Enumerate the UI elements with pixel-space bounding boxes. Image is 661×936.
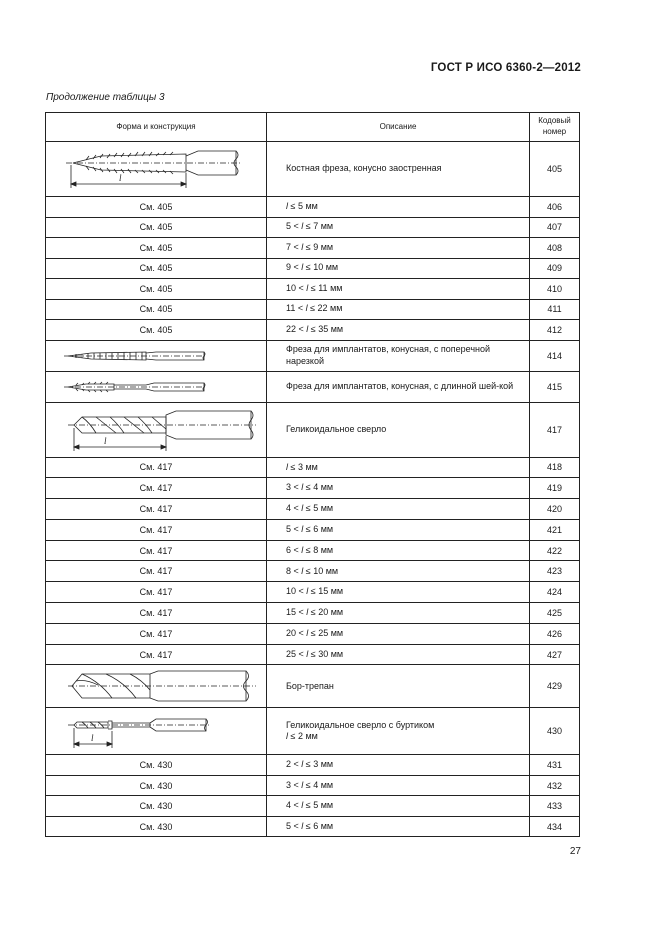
length-symbol: l xyxy=(306,627,309,638)
desc-range: ≤ 25 мм xyxy=(308,627,344,638)
form-cell: См. 417 xyxy=(46,540,267,561)
drawing-cell xyxy=(46,665,267,708)
drawing-cell xyxy=(46,402,267,457)
desc-range: ≤ 5 мм xyxy=(288,200,318,211)
code-cell: 406 xyxy=(530,197,580,218)
desc-range: ≤ 4 мм xyxy=(303,482,334,493)
table-row xyxy=(46,561,580,582)
desc-range: ≤ 3 мм xyxy=(288,461,318,472)
form-cell: См. 405 xyxy=(46,258,267,279)
code-cell: 410 xyxy=(530,279,580,300)
form-cell: См. 405 xyxy=(46,279,267,300)
code-cell: 418 xyxy=(530,457,580,478)
description-cell xyxy=(267,320,530,341)
description-cell xyxy=(267,755,530,776)
page-number: 27 xyxy=(569,846,581,857)
desc-prefix: 25 < xyxy=(286,648,307,659)
description-cell xyxy=(267,238,530,259)
table-row xyxy=(46,582,580,603)
length-symbol: l xyxy=(301,241,304,252)
desc-range: ≤ 10 мм xyxy=(303,565,339,576)
length-symbol: l xyxy=(301,800,304,811)
code-cell: 431 xyxy=(530,755,580,776)
length-symbol: l xyxy=(306,607,309,618)
table-row xyxy=(46,708,580,755)
desc-prefix: 4 < xyxy=(286,503,302,514)
form-cell: См. 417 xyxy=(46,499,267,520)
code-cell: 408 xyxy=(530,238,580,259)
description-text: Геликоидальное сверло с буртиком xyxy=(286,719,435,730)
length-symbol: l xyxy=(306,323,309,334)
table-row xyxy=(46,457,580,478)
length-symbol: l xyxy=(306,648,309,659)
desc-prefix: 22 < xyxy=(286,323,307,334)
header-form: Форма и конструкция xyxy=(46,113,267,142)
description-cell xyxy=(267,299,530,320)
description-cell xyxy=(267,708,530,755)
length-symbol: l xyxy=(301,759,304,770)
form-cell: См. 430 xyxy=(46,775,267,796)
code-cell: 407 xyxy=(530,217,580,238)
code-cell: 414 xyxy=(530,340,580,371)
desc-prefix: 3 < xyxy=(286,779,302,790)
twist-drill-collar-drawing xyxy=(46,708,266,754)
table-row xyxy=(46,499,580,520)
table-row xyxy=(46,623,580,644)
table-row xyxy=(46,217,580,238)
description-cell xyxy=(267,644,530,665)
desc-prefix: 7 < xyxy=(286,241,302,252)
desc-prefix: 6 < xyxy=(286,544,302,555)
form-cell: См. 417 xyxy=(46,582,267,603)
table xyxy=(45,112,580,837)
code-cell: 409 xyxy=(530,258,580,279)
form-cell: См. 430 xyxy=(46,796,267,817)
length-symbol: l xyxy=(301,221,304,232)
drawing-cell xyxy=(46,340,267,371)
desc-prefix: 5 < xyxy=(286,523,302,534)
drawing-cell xyxy=(46,708,267,755)
description-cell xyxy=(267,582,530,603)
table-row xyxy=(46,816,580,837)
length-symbol: l xyxy=(301,523,304,534)
header-code xyxy=(530,113,580,142)
desc-range: ≤ 5 мм xyxy=(303,800,334,811)
code-cell: 420 xyxy=(530,499,580,520)
description-cell xyxy=(267,279,530,300)
length-symbol: l xyxy=(301,262,304,273)
table-header-row xyxy=(46,113,580,142)
desc-prefix: 10 < xyxy=(286,282,307,293)
form-cell: См. 417 xyxy=(46,561,267,582)
form-cell: См. 405 xyxy=(46,320,267,341)
table-row xyxy=(46,478,580,499)
trephine-bur-drawing xyxy=(46,665,266,707)
code-cell: 421 xyxy=(530,519,580,540)
desc-prefix: 5 < xyxy=(286,221,302,232)
table-row xyxy=(46,402,580,457)
table-row xyxy=(46,603,580,624)
table-row xyxy=(46,665,580,708)
code-cell: 430 xyxy=(530,708,580,755)
code-cell: 432 xyxy=(530,775,580,796)
table-row xyxy=(46,644,580,665)
desc-range: ≤ 22 мм xyxy=(307,303,343,314)
form-cell: См. 417 xyxy=(46,623,267,644)
length-symbol: l xyxy=(301,482,304,493)
form-cell: См. 430 xyxy=(46,816,267,837)
form-cell: См. 405 xyxy=(46,299,267,320)
table-row xyxy=(46,340,580,371)
form-cell: См. 405 xyxy=(46,197,267,218)
code-cell: 427 xyxy=(530,644,580,665)
length-symbol: l xyxy=(301,565,304,576)
description-cell: Геликоидальное сверло xyxy=(267,402,530,457)
desc-prefix: 20 < xyxy=(286,627,307,638)
code-cell: 419 xyxy=(530,478,580,499)
desc-range: ≤ 15 мм xyxy=(308,586,344,597)
desc-prefix: 10 < xyxy=(286,586,307,597)
desc-range: ≤ 6 мм xyxy=(303,523,334,534)
table-row xyxy=(46,371,580,402)
description-cell xyxy=(267,623,530,644)
description-cell xyxy=(267,258,530,279)
code-cell: 425 xyxy=(530,603,580,624)
length-symbol: l xyxy=(301,544,304,555)
desc-range: ≤ 11 мм xyxy=(308,282,343,293)
desc-range: ≤ 4 мм xyxy=(303,779,334,790)
description-cell xyxy=(267,519,530,540)
description-cell xyxy=(267,816,530,837)
form-cell: См. 405 xyxy=(46,217,267,238)
form-cell: См. 417 xyxy=(46,519,267,540)
drawing-cell xyxy=(46,371,267,402)
description-cell xyxy=(267,197,530,218)
twist-drill-drawing xyxy=(46,403,266,457)
form-cell: См. 405 xyxy=(46,238,267,259)
description-cell xyxy=(267,499,530,520)
form-cell: См. 417 xyxy=(46,603,267,624)
table-row xyxy=(46,519,580,540)
header-code-line2: номер xyxy=(542,127,567,136)
implant-cutter-long-neck-drawing xyxy=(46,372,266,402)
description-cell xyxy=(267,561,530,582)
desc-prefix: 15 < xyxy=(286,607,307,618)
description-cell xyxy=(267,217,530,238)
length-symbol: l xyxy=(306,586,309,597)
length-symbol: l xyxy=(305,303,308,314)
desc-prefix: 8 < xyxy=(286,565,302,576)
code-cell: 422 xyxy=(530,540,580,561)
length-symbol: l xyxy=(286,731,288,742)
form-cell: См. 417 xyxy=(46,457,267,478)
desc-prefix: 9 < xyxy=(286,262,302,273)
desc-range: ≤ 35 мм xyxy=(308,323,344,334)
code-cell: 433 xyxy=(530,796,580,817)
code-cell: 411 xyxy=(530,299,580,320)
desc-range: ≤ 3 мм xyxy=(303,759,334,770)
table-row xyxy=(46,197,580,218)
code-cell: 417 xyxy=(530,402,580,457)
code-cell: 405 xyxy=(530,142,580,197)
dimension-label-l: l xyxy=(104,435,107,446)
bone-cutter-drawing xyxy=(46,142,266,196)
table-row xyxy=(46,258,580,279)
desc-range: ≤ 8 мм xyxy=(303,544,334,555)
table-row xyxy=(46,540,580,561)
table-row xyxy=(46,320,580,341)
description-cell: Бор-трепан xyxy=(267,665,530,708)
implant-cutter-drawing xyxy=(46,341,266,371)
code-cell: 424 xyxy=(530,582,580,603)
description-cell: Фреза для имплантатов, конусная, с поперечной нарезкой xyxy=(267,340,530,371)
description-cell xyxy=(267,796,530,817)
header-description: Описание xyxy=(267,113,530,142)
desc-range: ≤ 10 мм xyxy=(303,262,339,273)
desc-prefix: 3 < xyxy=(286,482,302,493)
desc-prefix: 11 < xyxy=(286,303,306,314)
desc-range: ≤ 20 мм xyxy=(308,607,344,618)
drawing-cell xyxy=(46,142,267,197)
code-cell: 412 xyxy=(530,320,580,341)
length-symbol: l xyxy=(301,820,304,831)
table-row xyxy=(46,142,580,197)
length-symbol: l xyxy=(286,461,288,472)
length-symbol: l xyxy=(286,200,288,211)
code-cell: 434 xyxy=(530,816,580,837)
dimension-label-l: l xyxy=(119,173,122,183)
description-cell xyxy=(267,775,530,796)
desc-prefix: 4 < xyxy=(286,800,302,811)
code-cell: 429 xyxy=(530,665,580,708)
desc-range: ≤ 30 мм xyxy=(308,648,344,659)
form-cell: См. 417 xyxy=(46,644,267,665)
table-row xyxy=(46,299,580,320)
table-row xyxy=(46,238,580,259)
table-row xyxy=(46,755,580,776)
desc-prefix: 2 < xyxy=(286,759,302,770)
table-caption: Продолжение таблицы 3 xyxy=(46,92,165,103)
dimension-label-l: l xyxy=(91,733,94,744)
length-symbol: l xyxy=(301,503,304,514)
description-cell: Костная фреза, конусно заостренная xyxy=(267,142,530,197)
table-row xyxy=(46,775,580,796)
code-cell: 423 xyxy=(530,561,580,582)
header-code-line1: Кодовый xyxy=(538,116,571,126)
length-symbol: l xyxy=(306,282,309,293)
length-symbol: l xyxy=(301,779,304,790)
desc-range: ≤ 7 мм xyxy=(303,221,334,232)
description-cell xyxy=(267,478,530,499)
table-row xyxy=(46,796,580,817)
table-row xyxy=(46,279,580,300)
code-cell: 415 xyxy=(530,371,580,402)
description-cell xyxy=(267,540,530,561)
desc-prefix: 5 < xyxy=(286,820,302,831)
description-cell xyxy=(267,603,530,624)
description-cell: Фреза для имплантатов, конусная, с длинной шей-кой xyxy=(267,371,530,402)
form-cell: См. 430 xyxy=(46,755,267,776)
standard-number: ГОСТ Р ИСО 6360-2—2012 xyxy=(430,62,581,74)
form-cell: См. 417 xyxy=(46,478,267,499)
desc-range: ≤ 9 мм xyxy=(303,241,334,252)
code-cell: 426 xyxy=(530,623,580,644)
desc-range: ≤ 2 мм xyxy=(288,731,318,742)
description-cell xyxy=(267,457,530,478)
desc-range: ≤ 5 мм xyxy=(303,503,334,514)
desc-range: ≤ 6 мм xyxy=(303,820,334,831)
